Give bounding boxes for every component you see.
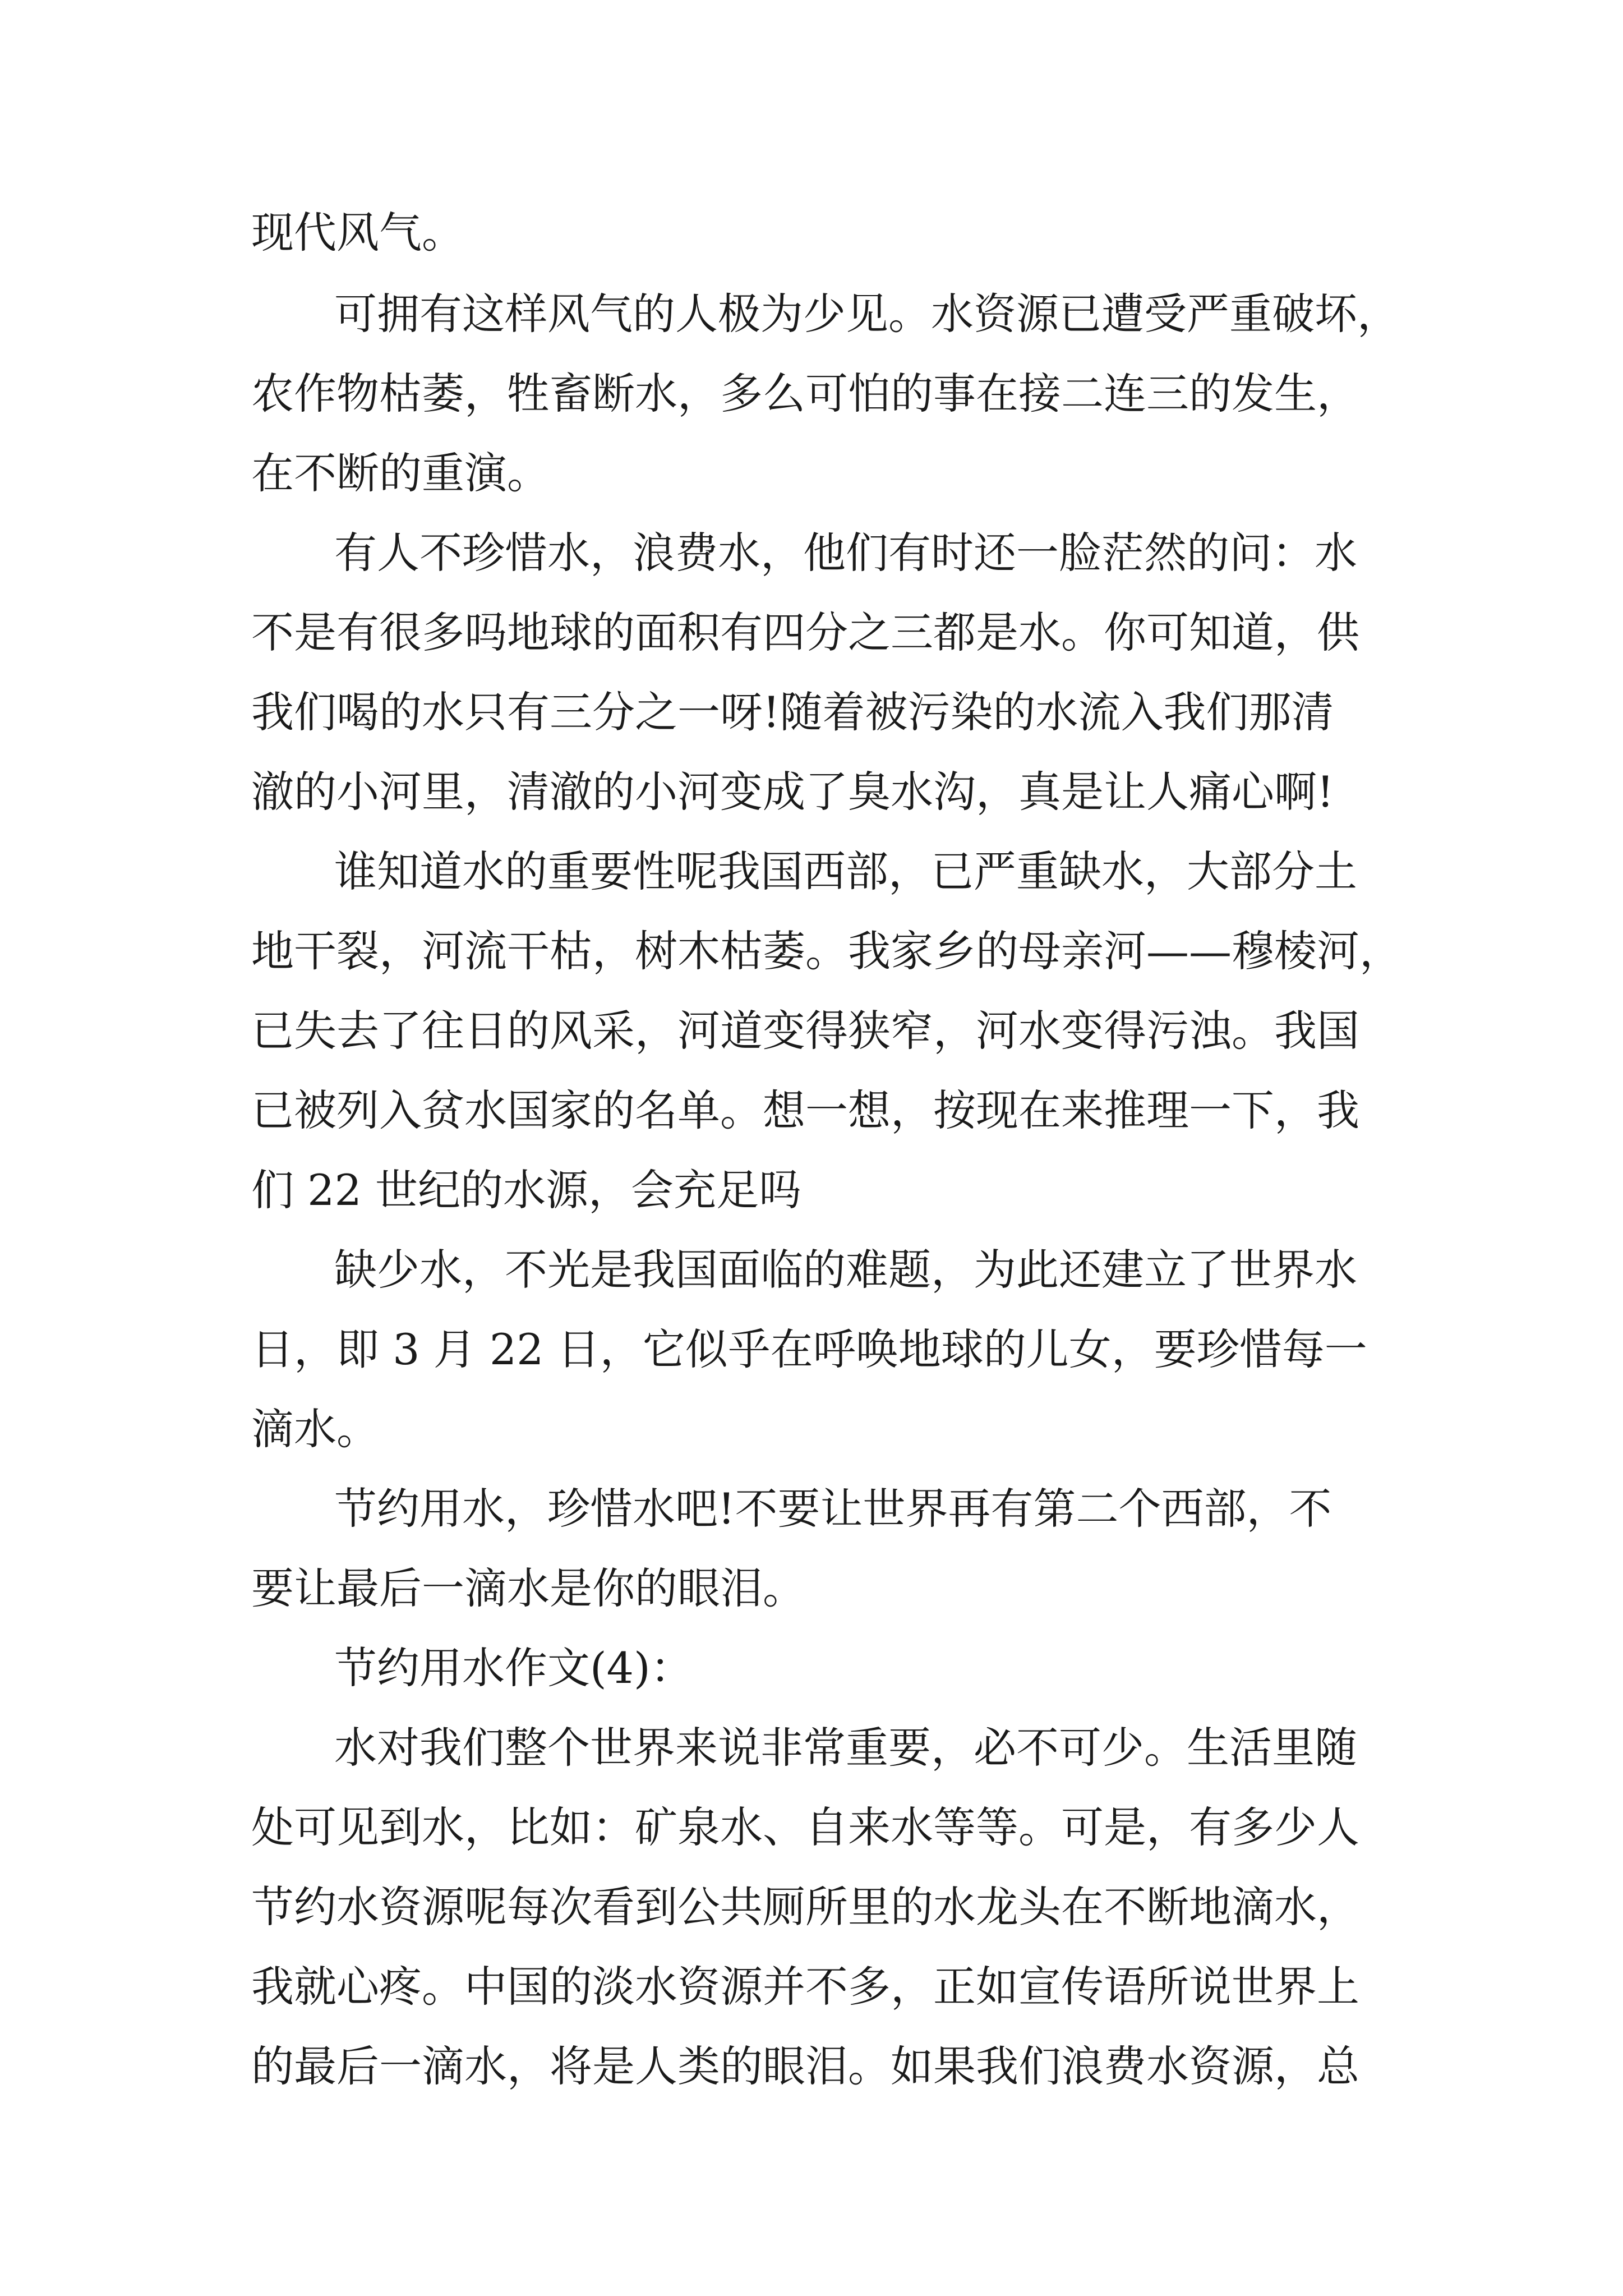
text-line: 不是有很多吗地球的面积有四分之三都是水。你可知道，供 — [251, 608, 1359, 657]
paragraph-first-line: 水对我们整个世界来说非常重要，必不可少。生活里随 — [334, 1723, 1357, 1773]
text-line: 处可见到水，比如：矿泉水、自来水等等。可是，有多少人 — [251, 1802, 1359, 1852]
text-line: 地干裂，河流干枯，树木枯萎。我家乡的母亲河——穆棱河， — [251, 926, 1402, 976]
paragraph-first-line: 有人不珍惜水，浪费水，他们有时还一脸茫然的问：水 — [334, 528, 1357, 578]
text-line: 我就心疼。中国的淡水资源并不多，正如宣传语所说世界上 — [251, 1962, 1359, 2012]
paragraph-first-line: 缺少水，不光是我国面临的难题，为此还建立了世界水 — [334, 1245, 1357, 1295]
paragraph-first-line: 谁知道水的重要性呢我国西部，已严重缺水，大部分土 — [334, 846, 1357, 896]
text-line: 要让最后一滴水是你的眼泪。 — [251, 1563, 805, 1613]
text-line: 已失去了往日的风采，河道变得狭窄，河水变得污浊。我国 — [251, 1006, 1359, 1056]
text-line: 在不断的重演。 — [251, 448, 550, 498]
section-heading: 节约用水作文(4)： — [334, 1643, 693, 1693]
text-line: 们 22 世纪的水源，会充足吗 — [251, 1165, 802, 1215]
text-line: 滴水。 — [251, 1404, 379, 1454]
text-line: 澈的小河里，清澈的小河变成了臭水沟，真是让人痛心啊! — [251, 767, 1334, 817]
text-line: 的最后一滴水，将是人类的眼泪。如果我们浪费水资源，总 — [251, 2041, 1359, 2091]
paragraph-first-line: 节约用水，珍惜水吧!不要让世界再有第二个西部，不 — [334, 1484, 1332, 1534]
text-line: 农作物枯萎，牲畜断水，多么可怕的事在接二连三的发生， — [251, 369, 1359, 418]
text-line: 已被列入贫水国家的名单。想一想，按现在来推理一下，我 — [251, 1085, 1359, 1135]
text-line: 节约水资源呢每次看到公共厕所里的水龙头在不断地滴水， — [251, 1882, 1359, 1932]
paragraph-first-line: 可拥有这样风气的人极为少见。水资源已遭受严重破坏， — [334, 289, 1400, 339]
text-line: 日，即 3 月 22 日，它似乎在呼唤地球的儿女，要珍惜每一 — [251, 1324, 1367, 1374]
text-line: 现代风气。 — [251, 208, 464, 257]
text-line: 我们喝的水只有三分之一呀!随着被污染的水流入我们那清 — [251, 687, 1334, 737]
